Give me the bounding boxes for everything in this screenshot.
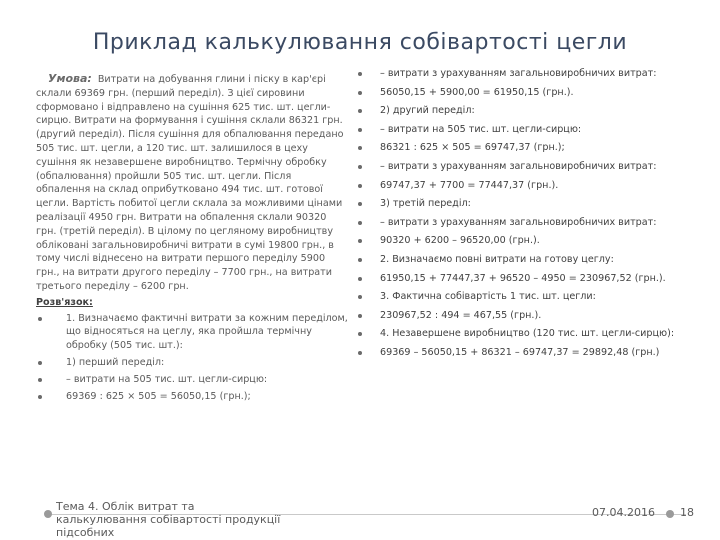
list-item: 56050,15 + 5900,00 = 61950,15 (грн.). [352, 87, 686, 100]
footer-dot-right-icon [666, 510, 674, 518]
list-item: 230967,52 : 494 = 467,55 (грн.). [352, 310, 686, 323]
list-item: – витрати з урахуванням загальновиробничих витрат: [352, 68, 686, 81]
list-item: – витрати з урахуванням загальновиробничих витрат: [352, 217, 686, 230]
list-item: 4. Незавершене виробництво (120 тис. шт. цегли-сирцю): [352, 328, 686, 341]
left-bullet-list [36, 312, 348, 404]
list-item: 69369 – 56050,15 + 86321 – 69747,37 = 29892,48 (грн.) [352, 347, 686, 360]
right-bullet-list [352, 68, 686, 360]
footer-topic: Тема 4. Облік витрат та калькулювання собівартості продукції підсобних [56, 500, 281, 539]
bullet-dot-icon [358, 202, 362, 206]
right-column [352, 68, 686, 468]
list-item: 69747,37 + 7700 = 77447,37 (грн.). [352, 180, 686, 193]
list-item: – витрати на 505 тис. шт. цегли-сирцю: [352, 124, 686, 137]
bullet-dot-icon [38, 361, 42, 365]
list-item: 1. Визначаємо фактичні витрати за кожним переділом, що відносяться на цеглу, яка пройшла термічну обробку (505 тис. шт.): [36, 312, 348, 353]
list-item: – витрати на 505 тис. шт. цегли-сирцю: [36, 373, 348, 387]
bullet-dot-icon [358, 239, 362, 243]
left-column [36, 72, 348, 472]
bullet-dot-icon [358, 91, 362, 95]
bullet-dot-icon [358, 184, 362, 188]
solution-label: Розв'язок: [36, 296, 93, 308]
bullet-dot-icon [358, 332, 362, 336]
page-number: 18 [680, 506, 694, 519]
list-item: 86321 : 625 × 505 = 69747,37 (грн.); [352, 142, 686, 155]
bullet-dot-icon [358, 351, 362, 355]
bullet-dot-icon [38, 317, 42, 321]
list-item: 2) другий переділ: [352, 105, 686, 118]
bullet-dot-icon [38, 395, 42, 399]
list-item: 3. Фактична собівартість 1 тис. шт. цегли: [352, 291, 686, 304]
list-item: 1) перший переділ: [36, 356, 348, 370]
footer-dot-left-icon [44, 510, 52, 518]
bullet-dot-icon [38, 378, 42, 382]
bullet-dot-icon [358, 295, 362, 299]
slide-title: Приклад калькулювання собівартості цегли [92, 30, 628, 55]
bullet-dot-icon [358, 221, 362, 225]
bullet-dot-icon [358, 277, 362, 281]
bullet-dot-icon [358, 72, 362, 76]
condition-label: Умова: [48, 72, 92, 85]
condition-paragraph [36, 72, 348, 294]
list-item: 61950,15 + 77447,37 + 96520 – 4950 = 230967,52 (грн.). [352, 273, 686, 286]
bullet-dot-icon [358, 128, 362, 132]
list-item: 69369 : 625 × 505 = 56050,15 (грн.); [36, 390, 348, 404]
list-item: 3) третій переділ: [352, 198, 686, 211]
list-item: 2. Визначаємо повні витрати на готову цеглу: [352, 254, 686, 267]
bullet-dot-icon [358, 165, 362, 169]
bullet-dot-icon [358, 146, 362, 150]
bullet-dot-icon [358, 109, 362, 113]
bullet-dot-icon [358, 314, 362, 318]
list-item: – витрати з урахуванням загальновиробничих витрат: [352, 161, 686, 174]
condition-text: Витрати на добування глини і піску в кар'єрі склали 69369 грн. (перший переділ). З цієї сировини сформовано і відправлено на сушіння 625 тис. шт. цегли-сирцю. Витрати на формування і сушіння склали 86321 грн. (другий переділ). Після сушіння для обпалювання передано 505 тис. шт. цегли, а 120 тис. шт. залишилося в цеху сушіння як незавершене виробництво. Термічну обробку (обпалювання) пройшли 505 тис. шт. цегли. Після обпалення на склад оприбутковано 494 тис. шт. готової цегли. Вартість побитої цегли склала за можливими цінами реалізації 4950 грн. Витрати на обпалення склали 90320 грн. (третій переділ). В цілому по цегляному виробництву обліковані загальновиробничі витрати в сумі 19800 грн., в тому числі віднесено на витрати першого переділу 5900 грн., на витрати другого переділу – 7700 грн., на витрати третього переділу – 6200 грн. [36, 74, 344, 292]
bullet-dot-icon [358, 258, 362, 262]
slide-footer [0, 500, 720, 540]
footer-date: 07.04.2016 [592, 506, 655, 519]
list-item: 90320 + 6200 – 96520,00 (грн.). [352, 235, 686, 248]
